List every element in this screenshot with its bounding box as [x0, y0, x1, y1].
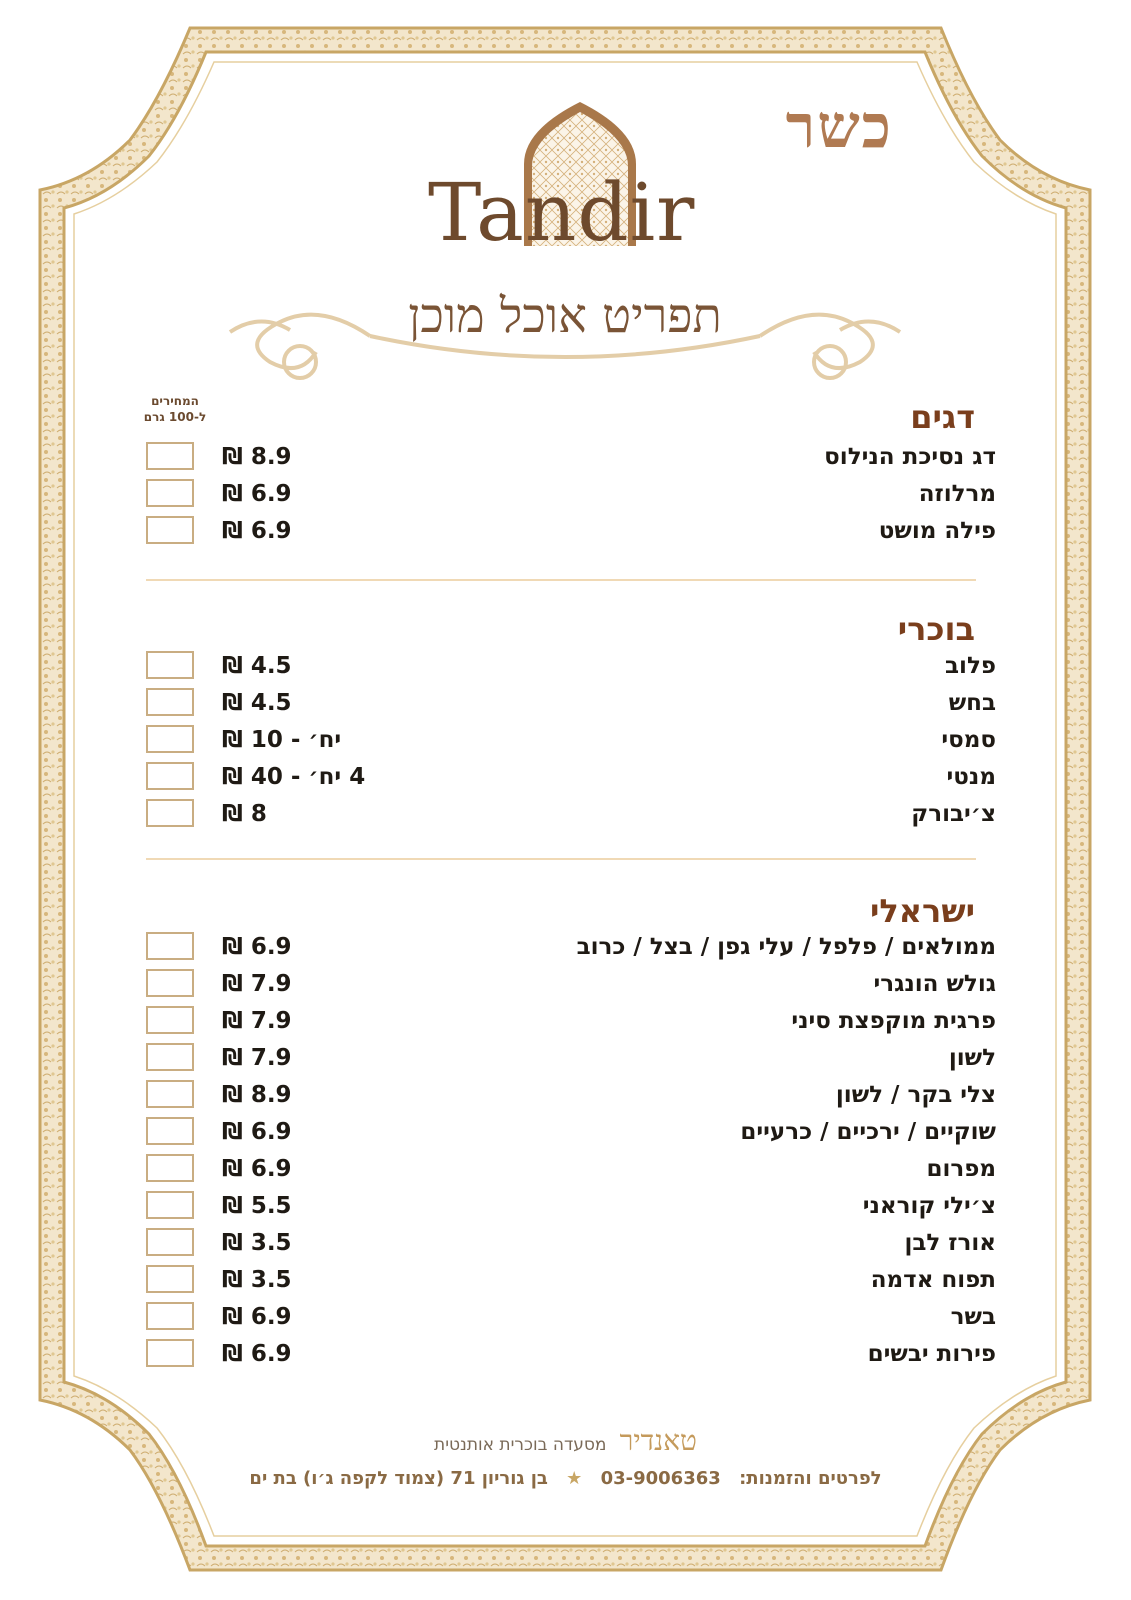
- item-name: פירות יבשים: [867, 1341, 996, 1367]
- menu-item-row: [146, 1191, 996, 1225]
- item-name: מפרום: [926, 1156, 996, 1182]
- order-checkbox[interactable]: [146, 1043, 194, 1071]
- footer-brand-line: [0, 1424, 1131, 1458]
- footer-contact-line: [0, 1468, 1131, 1489]
- footer-phone: 03-9006363: [600, 1468, 721, 1489]
- item-name: שוקיים / ירכיים / כרעיים: [740, 1119, 996, 1145]
- order-checkbox[interactable]: [146, 479, 194, 507]
- order-checkbox[interactable]: [146, 762, 194, 790]
- order-checkbox[interactable]: [146, 1080, 194, 1108]
- menu-item-row: [146, 1339, 996, 1373]
- item-price: 6.9 ₪: [222, 481, 292, 507]
- item-name: צ׳ילי קוראני: [862, 1193, 996, 1219]
- menu-title: תפריט אוכל מוכן: [408, 288, 722, 344]
- section-title: בוכרי: [897, 610, 975, 648]
- star-icon: ★: [566, 1468, 583, 1489]
- order-checkbox[interactable]: [146, 932, 194, 960]
- menu-item-row: [146, 479, 996, 513]
- menu-item-row: [146, 932, 996, 966]
- item-name: פילה מושט: [878, 518, 996, 544]
- order-checkbox[interactable]: [146, 969, 194, 997]
- menu-item-row: [146, 725, 996, 759]
- item-price: 6.9 ₪: [222, 518, 292, 544]
- price-note: [130, 393, 220, 425]
- item-name: צלי בקר / לשון: [835, 1082, 996, 1108]
- menu-item-row: [146, 516, 996, 550]
- menu-item-row: [146, 651, 996, 685]
- price-note-line: ל-100 גרם: [143, 410, 207, 424]
- order-checkbox[interactable]: [146, 725, 194, 753]
- section-title: ישראלי: [869, 892, 975, 930]
- order-checkbox[interactable]: [146, 516, 194, 544]
- item-name: לשון: [948, 1045, 996, 1071]
- price-note-line: המחירים: [151, 394, 199, 408]
- footer-address: בן גוריון 71 (צמוד לקפה ג׳ו) בת ים: [249, 1468, 548, 1489]
- menu-item-row: [146, 1302, 996, 1336]
- item-name: מרלוזה: [918, 481, 996, 507]
- item-price: 7.9 ₪: [222, 971, 292, 997]
- item-name: צ׳יבורק: [911, 801, 996, 827]
- menu-item-row: [146, 1117, 996, 1151]
- item-name: תפוח אדמה: [870, 1267, 996, 1293]
- logo-text: Tandir: [428, 166, 696, 259]
- item-price: 8.9 ₪: [222, 444, 292, 470]
- menu-item-row: [146, 1043, 996, 1077]
- order-checkbox[interactable]: [146, 1228, 194, 1256]
- order-checkbox[interactable]: [146, 688, 194, 716]
- item-name: ממולאים / פלפל / עלי גפן / בצל / כרוב: [576, 934, 996, 960]
- item-price: 7.9 ₪: [222, 1045, 292, 1071]
- item-price: 6.9 ₪: [222, 1156, 292, 1182]
- item-name: בחש: [948, 690, 996, 716]
- menu-item-row: [146, 688, 996, 722]
- order-checkbox[interactable]: [146, 442, 194, 470]
- section-title: דגים: [910, 398, 975, 436]
- item-name: גולש הונגרי: [873, 971, 996, 997]
- item-name: מנטי: [946, 764, 996, 790]
- menu-item-row: [146, 1080, 996, 1114]
- item-name: דג נסיכת הנילוס: [824, 444, 996, 470]
- menu-item-row: [146, 799, 996, 833]
- menu-item-row: [146, 442, 996, 476]
- item-price: 8 ₪: [222, 801, 267, 827]
- item-price: 6.9 ₪: [222, 1304, 292, 1330]
- order-checkbox[interactable]: [146, 799, 194, 827]
- section-divider: [146, 858, 976, 860]
- item-name: פרגית מוקפצת סיני: [791, 1008, 996, 1034]
- item-name: בשר: [950, 1304, 996, 1330]
- item-name: אורז לבן: [904, 1230, 996, 1256]
- menu-item-row: [146, 1006, 996, 1040]
- item-price: 4.5 ₪: [222, 690, 292, 716]
- order-checkbox[interactable]: [146, 1339, 194, 1367]
- menu-item-row: [146, 1154, 996, 1188]
- item-price: 7.9 ₪: [222, 1008, 292, 1034]
- item-price: 4.5 ₪: [222, 653, 292, 679]
- menu-title-ornament: [220, 282, 910, 392]
- section-divider: [146, 579, 976, 581]
- item-price: 3.5 ₪: [222, 1230, 292, 1256]
- logo: [420, 96, 720, 266]
- footer-brand: טאנדיר: [619, 1424, 697, 1457]
- item-price: 8.9 ₪: [222, 1082, 292, 1108]
- footer-tagline: מסעדה בוכרית אותנטית: [434, 1435, 607, 1455]
- order-checkbox[interactable]: [146, 1117, 194, 1145]
- order-checkbox[interactable]: [146, 651, 194, 679]
- menu-item-row: [146, 969, 996, 1003]
- menu-item-row: [146, 762, 996, 796]
- item-price: 3.5 ₪: [222, 1267, 292, 1293]
- item-price: 6.9 ₪: [222, 934, 292, 960]
- item-price: 6.9 ₪: [222, 1341, 292, 1367]
- order-checkbox[interactable]: [146, 1265, 194, 1293]
- order-checkbox[interactable]: [146, 1302, 194, 1330]
- menu-item-row: [146, 1265, 996, 1299]
- order-checkbox[interactable]: [146, 1006, 194, 1034]
- item-price: 4 יח׳ - 40 ₪: [222, 764, 366, 790]
- item-name: סמסי: [941, 727, 996, 753]
- menu-item-row: [146, 1228, 996, 1262]
- order-checkbox[interactable]: [146, 1191, 194, 1219]
- footer-contact-label: לפרטים והזמנות:: [739, 1468, 882, 1489]
- order-checkbox[interactable]: [146, 1154, 194, 1182]
- kosher-label: כשר: [785, 92, 893, 162]
- item-price: יח׳ - 10 ₪: [222, 727, 342, 753]
- item-name: פלוב: [945, 653, 996, 679]
- item-price: 5.5 ₪: [222, 1193, 292, 1219]
- item-price: 6.9 ₪: [222, 1119, 292, 1145]
